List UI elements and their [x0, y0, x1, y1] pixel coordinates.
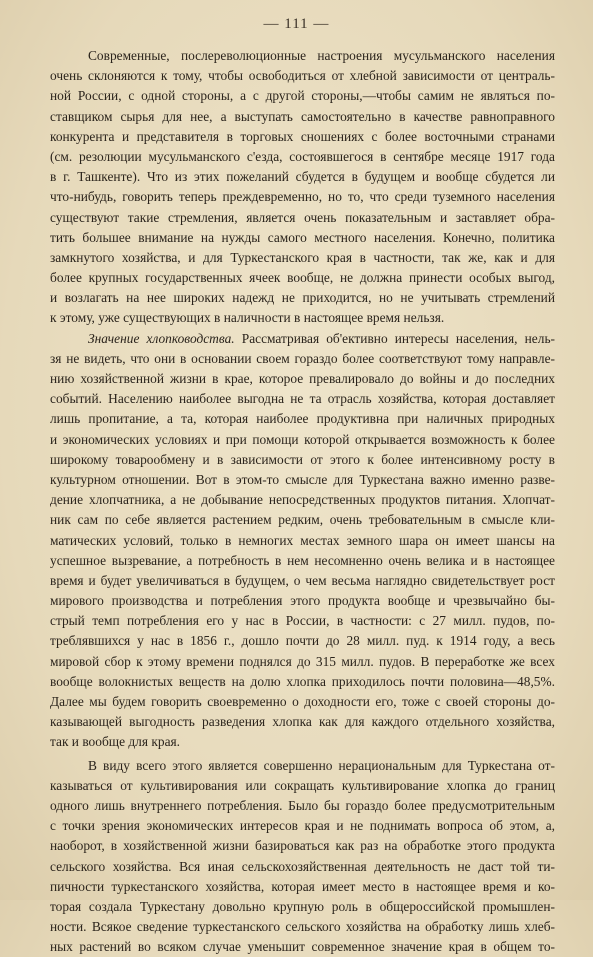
- text-line-content: казывающей выгодность разведения хлопка как для каждого отдельного хозяйства,: [50, 714, 555, 730]
- text-line: [50, 732, 555, 752]
- text-line-content: широкому товарообмену и в зависимости от этого к более интенсивному росту в: [50, 451, 555, 467]
- text-line-content: нию хозяйственной жизни в крае, которое превалировало до войны и до последних: [50, 371, 555, 386]
- text-line-content: В виду всего этого является совершенно нерациональным для Туркестана от-: [88, 757, 555, 773]
- text-line: [50, 268, 555, 288]
- text-line-content: существуют такие стремления, является очень показательным и заставляет обра-: [50, 209, 555, 225]
- text-line: [50, 430, 555, 450]
- text-line: [50, 86, 555, 106]
- text-line-content: успешное вызревание, а потребность в нем несомненно очень велика и в настоящее: [50, 552, 555, 568]
- text-line-content: пичности туркестанского хозяйства, которая имеет место в настоящее время и ко-: [50, 878, 555, 894]
- text-line-content: мирового производства и потребления этого продукта вообще и чрезвычайно бы-: [50, 593, 555, 609]
- text-line-content: ности. Всякое сведение туркестанского сельского хозяйства на обработку лишь хлеб-: [50, 919, 555, 935]
- text-line-content: конкурента и представителя в торговых сношениях с более восточными странами: [50, 128, 555, 144]
- text-line-content: с точки зрения экономических интересов края и не поднимать вопроса об этом, а,: [50, 818, 555, 834]
- text-line: [50, 349, 555, 369]
- text-line: [50, 652, 555, 672]
- text-line: [50, 591, 555, 611]
- text-line-content: наоборот, в хозяйственной жизни базироваться как раз на обработке этого продукта: [50, 838, 555, 854]
- text-line: [50, 857, 555, 877]
- text-line: [50, 409, 555, 429]
- text-line: [50, 571, 555, 591]
- text-line-content: так и вообще для края.: [50, 734, 181, 750]
- text-line-content: и экономических условиях и при помощи которой открывается возможность к более: [50, 431, 555, 447]
- text-line: [50, 756, 555, 776]
- text-line-content: очень склоняются к тому, чтобы освободиться от хлебной зависимости от централь-: [50, 68, 555, 84]
- text-line: [50, 836, 555, 856]
- text-line-content: ной России, с одной стороны, а с другой стороны,—чтобы самим не являться по-: [50, 88, 555, 104]
- text-line: [50, 228, 555, 248]
- text-line: [50, 937, 555, 957]
- page-number: — 111 —: [263, 16, 330, 32]
- text-line-content: замкнутого хозяйства, и для Туркестанского края в частности, так же, как и для: [50, 249, 555, 265]
- text-line-content: казываться от культивирования или сокращать культивирование хлопка до границ: [50, 777, 555, 793]
- text-line: [50, 389, 555, 409]
- text-line: [50, 631, 555, 651]
- text-line: [50, 308, 555, 328]
- text-line: [50, 248, 555, 268]
- text-line: [50, 776, 555, 796]
- text-line-content: Далее мы будем говорить своевременно о доходности его, тоже с своей стороны до-: [50, 694, 555, 709]
- text-line-content: и возлагать на нее широких надежд не приходится, но не учитывать стремлений: [50, 290, 555, 306]
- text-line-content: дение хлопчатника, а не добывание непосредственных продуктов питания. Хлопчат-: [50, 492, 555, 508]
- text-line-content: треблявшихся у нас в 1856 г., дошло почти до 28 милл. пуд. к 1914 году, а весь: [50, 633, 555, 649]
- text-line-content: (см. резолюции мусульманского с'езда, состоявшегося в сентябре месяце 1917 года: [50, 148, 555, 164]
- text-line-content: зя не видеть, что они в основании своем гораздо более соответствуют тому направле-: [50, 350, 555, 366]
- text-line-content: в г. Ташкенте). Что из этих пожеланий сбудется в будущем и вообще сбудется ли: [50, 169, 555, 185]
- text-line-content: лишь пропитание, а та, которая наиболее продуктивна при наличных природных: [50, 411, 555, 427]
- text-line: [50, 531, 555, 551]
- text-line-content: культурном отношении. Вот в этом-то смысле для Туркестана важно именно разве-: [50, 471, 555, 487]
- text-line-content: что-нибудь, говорить теперь преждевременно, но то, что среди туземного населения: [50, 189, 555, 205]
- text-line: [50, 107, 555, 127]
- text-line: [50, 66, 555, 86]
- text-line-content: Современные, послереволюционные настроения мусульманского населения: [88, 48, 555, 63]
- text-line: [50, 917, 555, 937]
- text-line-content: тить большее внимание на нужды самого местного населения. Конечно, политика: [50, 229, 555, 245]
- text-line: [50, 490, 555, 510]
- text-line: [50, 187, 555, 207]
- text-line: [50, 288, 555, 308]
- text-line-content: вообще волокнистых веществ на долю хлопка приходилось почти половина—48,5%.: [50, 673, 555, 689]
- text-line-content: время и будет увеличиваться в будущем, о чем весьма наглядно свидетельствует рост: [50, 572, 555, 588]
- text-line: [50, 147, 555, 167]
- text-line: [50, 877, 555, 897]
- text-line-content: ставщиком сырья для нее, а выступать самостоятельно в качестве равноправного: [50, 108, 555, 124]
- text-line: [50, 450, 555, 470]
- text-line: [50, 369, 555, 389]
- text-line-content: более крупных государственных ячеек вообще, не должна принести особых выгод,: [50, 270, 555, 286]
- text-line: [50, 712, 555, 732]
- text-line: [50, 510, 555, 530]
- section-heading: Значение хлопководства.: [88, 330, 235, 346]
- text-line: [50, 167, 555, 187]
- text-line: [50, 816, 555, 836]
- text-line: [50, 551, 555, 571]
- text-line: [50, 672, 555, 692]
- text-line: [50, 692, 555, 712]
- text-line-content: Рассматривая об'ективно интересы населения, нель-: [234, 330, 555, 346]
- text-line-content: событий. Населению наиболее выгодна не та отрасль хозяйства, которая доставляет: [50, 391, 555, 407]
- text-line-content: ных растений во всяком случае уменьшит современное значение края в общем то-: [50, 939, 555, 955]
- body-text: [50, 46, 555, 957]
- text-line-content: стрый темп потребления его у нас в России, в частности: с 27 милл. пудов, по-: [50, 613, 555, 629]
- text-line-content: одного лишь внутреннего потребления. Было бы гораздо более предусмотрительным: [50, 797, 555, 813]
- text-line: [50, 796, 555, 816]
- text-line: [50, 208, 555, 228]
- text-line: [50, 329, 555, 349]
- text-line-content: сельского хозяйства. Вся иная сельскохозяйственная деятельность не даст той ти-: [50, 858, 555, 874]
- text-line: [50, 127, 555, 147]
- text-line-content: к этому, уже существующих в наличности в настоящее время нельзя.: [50, 310, 445, 326]
- text-line-content: матических условий, только в немногих местах земного шара он имеет шансы на: [50, 532, 555, 548]
- text-line: [50, 611, 555, 631]
- text-line-content: ник сам по себе является растением редким, очень требовательным в смысле кли-: [50, 512, 555, 528]
- text-line-content: мировой сбор к этому времени поднялся до 315 милл. пудов. В переработке же всех: [50, 653, 555, 669]
- text-line-content: торая создала Туркестану довольно крупную роль в общероссийской промышлен-: [50, 898, 555, 914]
- text-line: [50, 46, 555, 66]
- text-line: [50, 470, 555, 490]
